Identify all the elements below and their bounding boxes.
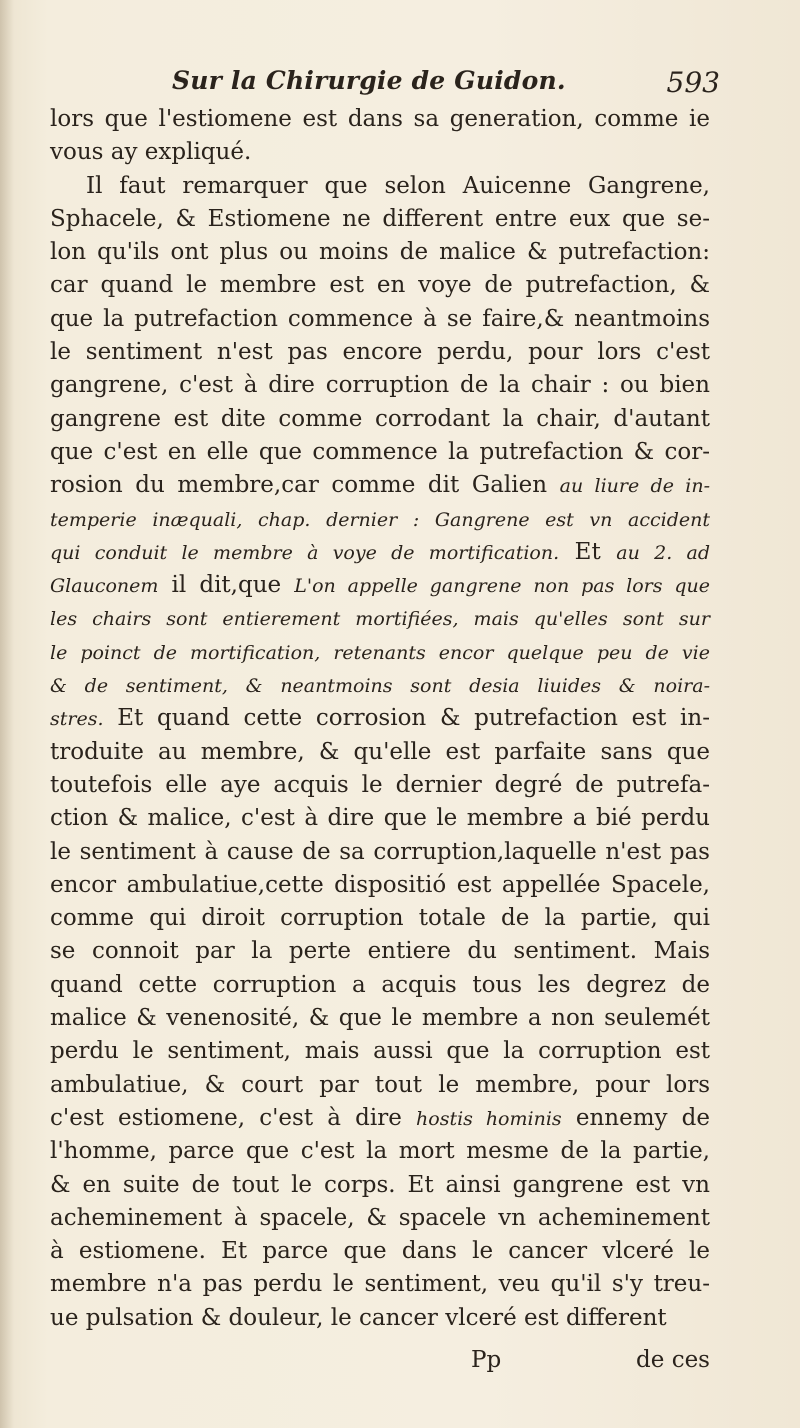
text-segment: perdu le sentiment, mais aussi que la corruption est [50, 1038, 710, 1065]
text-line [50, 802, 710, 835]
text-line [50, 1235, 710, 1268]
text-segment: & en suite de tout le corps. Et ainsi gangrene est vn [50, 1171, 710, 1198]
italic-text-segment: & de sentiment, & neantmoins sont desia liuides & noira- [50, 675, 710, 698]
text-line [50, 336, 710, 369]
page-gutter-shadow [0, 0, 14, 1428]
text-segment: ction & malice, c'est à dire que le membre a bié perdu [50, 805, 710, 832]
text-segment: le sentiment à cause de sa corruption,laquelle n'est pas [50, 838, 710, 865]
text-segment: à estiomene. Et parce que dans le cancer vlceré le [50, 1238, 710, 1265]
text-segment: ennemy de [561, 1104, 711, 1131]
catchword: de ces [636, 1347, 710, 1373]
text-line [50, 935, 710, 968]
text-line [50, 969, 710, 1002]
text-segment: lon qu'ils ont plus ou moins de malice & putrefaction: [50, 239, 710, 266]
text-line [50, 602, 710, 635]
text-line [50, 503, 710, 536]
text-segment: que c'est en elle que commence la putrefaction & cor- [50, 438, 710, 465]
text-segment: quand cette corruption a acquis tous les degrez de [50, 971, 710, 998]
text-line [50, 1069, 710, 1102]
italic-text-segment: Glauconem [50, 575, 159, 598]
italic-text-segment: L'on appelle gangrene non pas lors que [294, 575, 711, 598]
text-line [50, 170, 710, 203]
italic-text-segment: les chairs sont entierement mortifiées, mais qu'elles sont sur [50, 608, 710, 631]
text-segment: acheminement à spacele, & spacele vn acheminement [50, 1204, 710, 1231]
text-segment: que la putrefaction commence à se faire,& neantmoins [50, 305, 710, 332]
text-segment: troduite au membre, & qu'elle est parfaite sans que [50, 738, 710, 765]
text-segment: toutefois elle aye acquis le dernier degré de putrefa- [50, 771, 710, 798]
text-line [50, 836, 710, 869]
text-segment: malice & venenosité, & que le membre a non seulemét [50, 1005, 710, 1032]
text-segment: vous ay expliqué. [50, 139, 252, 166]
text-segment: c'est estiomene, c'est à dire [50, 1104, 417, 1131]
text-line [50, 1035, 710, 1068]
text-segment: ue pulsation & douleur, le cancer vlceré est different [50, 1304, 667, 1331]
page-footer [50, 1347, 710, 1381]
text-segment: car quand le membre est en voye de putrefaction, & [50, 272, 710, 299]
text-segment: Et [559, 538, 617, 565]
text-line [50, 436, 710, 469]
text-line [50, 569, 710, 602]
italic-text-segment: le poinct de mortification, retenants encor quelque peu de vie [50, 641, 710, 664]
text-line [50, 902, 710, 935]
text-line [50, 369, 710, 402]
text-segment: Il faut remarquer que selon Auicenne Gangrene, [86, 172, 710, 199]
text-line [50, 1002, 710, 1035]
text-line [50, 869, 710, 902]
signature-mark: Pp [471, 1347, 502, 1373]
text-segment: comme qui diroit corruption totale de la partie, qui [50, 905, 710, 932]
text-segment: gangrene, c'est à dire corruption de la chair : ou bien [50, 372, 710, 399]
text-segment: rosion du membre,car comme dit Galien [50, 472, 560, 499]
text-line [50, 1169, 710, 1202]
text-line [50, 236, 710, 269]
text-segment: lors que l'estiomene est dans sa generation, comme ie [50, 106, 710, 132]
text-line [50, 1135, 710, 1168]
italic-text-segment: temperie inæquali, chap. dernier : Gangrene est vn accident [50, 508, 710, 531]
page-header [160, 66, 720, 106]
text-line [50, 203, 710, 236]
text-line [50, 636, 710, 669]
text-segment: l'homme, parce que c'est la mort mesme de la partie, [50, 1138, 710, 1165]
italic-text-segment: qui conduit le membre à voye de mortification. [50, 541, 560, 564]
text-segment: il dit,que [158, 572, 295, 599]
text-line [50, 269, 710, 302]
italic-text-segment: au liure de in- [559, 475, 710, 498]
italic-text-segment: stres. [50, 708, 104, 731]
text-line [50, 469, 710, 502]
text-segment: encor ambulatiue,cette dispositió est appellée Spacele, [50, 871, 710, 898]
text-segment: ambulatiue, & court par tout le membre, pour lors [50, 1071, 710, 1098]
text-line [50, 1202, 710, 1235]
text-line [50, 103, 710, 136]
text-line [50, 669, 710, 702]
text-segment: le sentiment n'est pas encore perdu, pour lors c'est [50, 339, 710, 366]
text-line [50, 769, 710, 802]
text-line [50, 702, 710, 735]
text-segment: gangrene est dite comme corrodant la chair, d'autant [50, 405, 710, 432]
italic-text-segment: hostis hominis [416, 1107, 562, 1130]
italic-text-segment: au 2. ad [616, 541, 710, 564]
text-segment: Sphacele, & Estiomene ne different entre eux que se- [50, 205, 710, 232]
page-number: 593 [666, 66, 720, 99]
text-line [50, 1302, 710, 1335]
body-text [50, 103, 710, 1335]
text-line [50, 136, 710, 169]
running-head: Sur la Chirurgie de Guidon. [172, 66, 566, 95]
text-line [50, 403, 710, 436]
text-segment: Et quand cette corrosion & putrefaction est in- [103, 705, 710, 732]
text-segment: membre n'a pas perdu le sentiment, veu qu'il s'y treu- [50, 1271, 710, 1298]
text-line [50, 1102, 710, 1135]
text-line [50, 303, 710, 336]
text-line [50, 536, 710, 569]
text-line [50, 1268, 710, 1301]
text-line [50, 736, 710, 769]
text-segment: se connoit par la perte entiere du sentiment. Mais [50, 938, 710, 965]
